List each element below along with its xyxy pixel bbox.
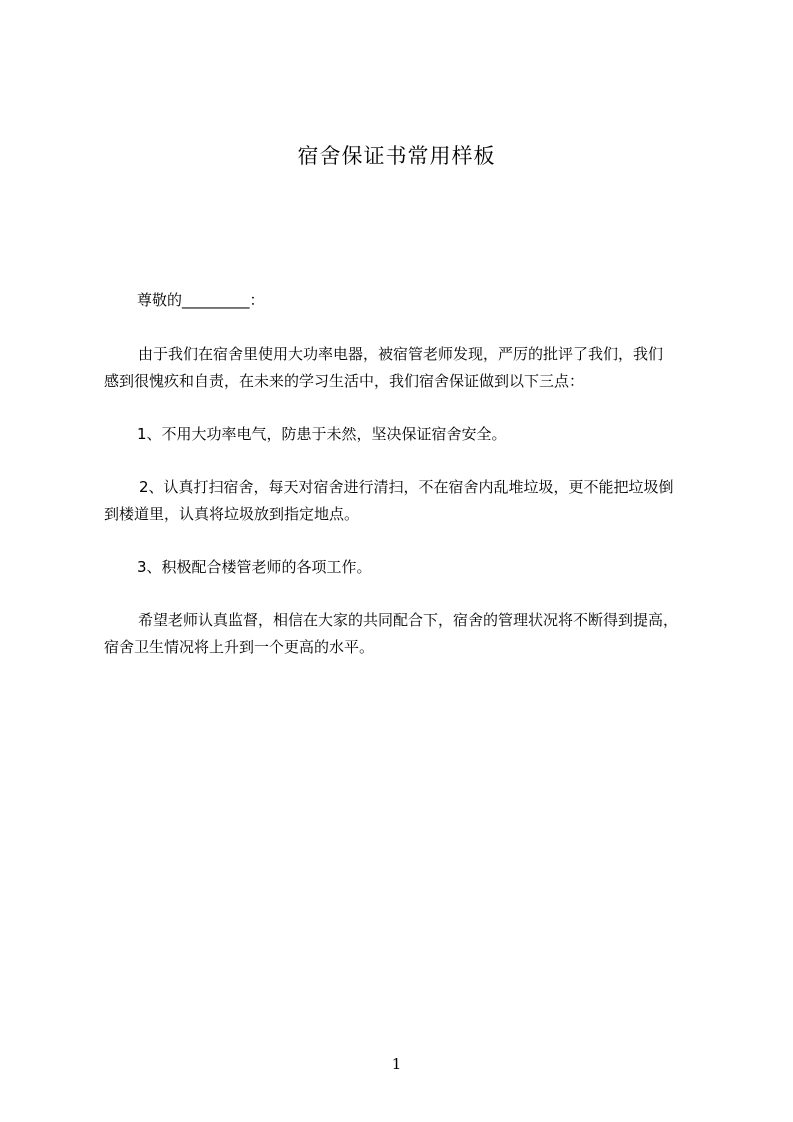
closing-paragraph-line-2: 宿舍卫生情况将上升到一个更高的水平。 [104,638,375,656]
commitment-item-2-line-1: 2、认真打扫宿舍，每天对宿舍进行清扫，不在宿舍内乱堆垃圾，更不能把垃圾倒 [139,478,674,496]
page-number: 1 [391,1055,402,1073]
salutation: 尊敬的_________： [137,291,265,309]
commitment-item-3: 3、积极配合楼管老师的各项工作。 [137,558,372,576]
commitment-item-2-line-2: 到楼道里，认真将垃圾放到指定地点。 [104,505,360,523]
commitment-item-1: 1、不用大功率电气，防患于未然，坚决保证宿舍安全。 [137,425,507,443]
document-title: 宿舍保证书常用样板 [297,144,496,168]
closing-paragraph-line-1: 希望老师认真监督，相信在大家的共同配合下，宿舍的管理状况将不断得到提高， [138,611,679,629]
paragraph-1-line-2: 感到很愧疚和自责，在未来的学习生活中，我们宿舍保证做到以下三点： [104,372,585,390]
paragraph-1-line-1: 由于我们在宿舍里使用大功率电器，被宿管老师发现，严厉的批评了我们，我们 [138,345,664,363]
